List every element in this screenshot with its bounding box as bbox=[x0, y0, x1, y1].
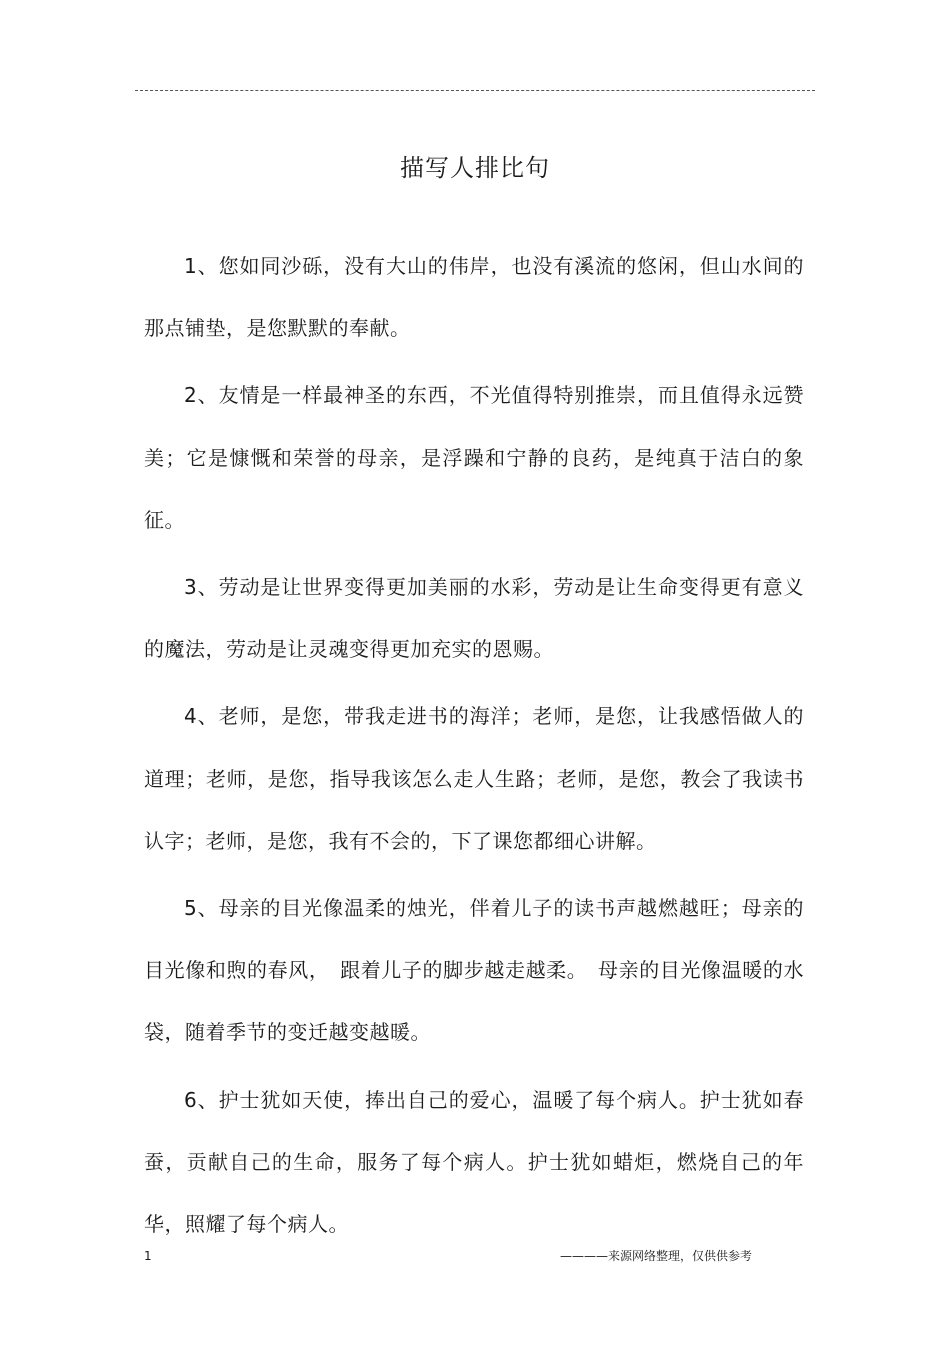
paragraph-6: 6、护士犹如天使，捧出自己的爱心，温暖了每个病人。护士犹如春蚕，贡献自己的生命，服务了每个病人。护士犹如蜡炬，燃烧自己的年华，照耀了每个病人。 bbox=[144, 1087, 804, 1237]
paragraph-3: 3、劳动是让世界变得更加美丽的水彩，劳动是让生命变得更有意义的魔法，劳动是让灵魂变得更加充实的恩赐。 bbox=[144, 575, 804, 662]
paragraph-5: 5、母亲的目光像温柔的烛光，伴着儿子的读书声越燃越旺；母亲的目光像和煦的春风， 跟着儿子的脚步越走越柔。 母亲的目光像温暖的水袋，随着季节的变迁越变越暖。 bbox=[144, 896, 804, 1045]
paragraph-2: 2、友情是一样最神圣的东西，不光值得特别推崇，而且值得永远赞美；它是慷慨和荣誉的母亲，是浮躁和宁静的良药，是纯真于洁白的象征。 bbox=[144, 383, 804, 532]
page-number: 1 bbox=[144, 1249, 152, 1263]
header-dashed-rule bbox=[135, 90, 815, 91]
page-title: 描写人排比句 bbox=[400, 154, 550, 182]
paragraph-1: 1、您如同沙砾，没有大山的伟岸，也没有溪流的悠闲，但山水间的那点铺垫，是您默默的奉献。 bbox=[144, 254, 804, 341]
footer-source-note: ————来源网络整理，仅供供参考 bbox=[559, 1249, 752, 1263]
paragraph-4: 4、老师，是您，带我走进书的海洋；老师，是您，让我感悟做人的道理；老师，是您，指导我该怎么走人生路；老师，是您，教会了我读书认字；老师，是您，我有不会的，下了课您都细心讲解。 bbox=[144, 704, 804, 853]
document-body bbox=[144, 235, 804, 1260]
